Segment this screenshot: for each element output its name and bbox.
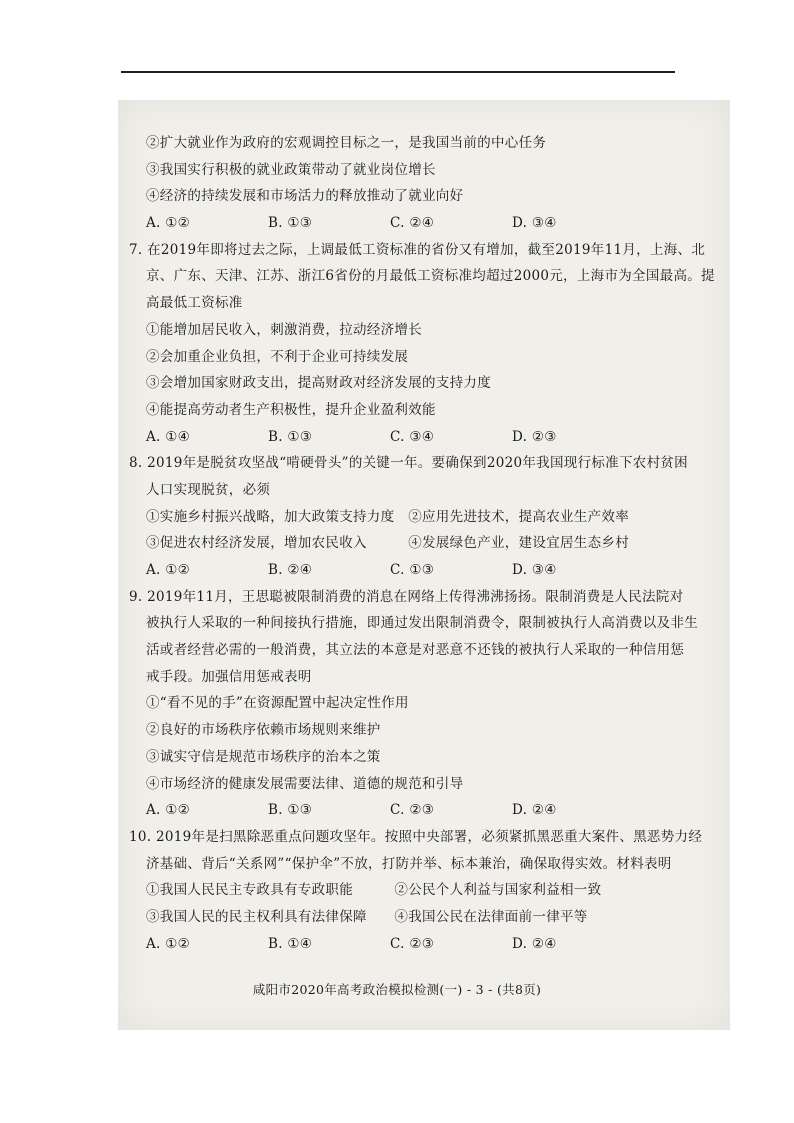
q6-item-2: ②扩大就业作为政府的宏观调控目标之一，是我国当前的中心任务 — [146, 135, 547, 151]
q10-option-c: C. ②③ — [390, 935, 435, 952]
q7-stem-line-2: 京、广东、天津、江苏、浙江6省份的月最低工资标准均超过2000元，上海市为全国最高。提 — [146, 268, 715, 285]
q8-options — [146, 557, 726, 584]
q8-items-row-1: ①实施乡村振兴战略，加大政策支持力度 ②应用先进技术，提高农业生产效率 — [146, 508, 629, 525]
q8-option-d: D. ③④ — [512, 562, 557, 578]
q9-options — [146, 797, 726, 824]
q9-stem-line-1: 9. 2019年11月，王思聪被限制消费的消息在网络上传得沸沸扬扬。限制消费是人民法院对 — [129, 588, 684, 605]
q6-options — [146, 210, 726, 237]
question-content — [129, 130, 726, 957]
q9-stem-line-3: 活或者经营必需的一般消费，其立法的本意是对恶意不还钱的被执行人采取的一种信用惩 — [146, 642, 685, 659]
q8-stem-line-2: 人口实现脱贫，必须 — [146, 481, 271, 498]
q7-options — [146, 424, 726, 451]
q7-stem-line-1: 7. 在2019年即将过去之际，上调最低工资标准的省份又有增加，截至2019年11月，上海、北 — [129, 241, 706, 258]
q10-option-a: A. ①② — [146, 935, 191, 952]
q8-option-c: C. ①③ — [390, 562, 435, 578]
header-rule — [121, 71, 675, 73]
q9-option-a: A. ①② — [146, 802, 191, 819]
q9-option-b: B. ①③ — [268, 802, 313, 819]
q8-option-a: A. ①② — [146, 562, 191, 578]
q10-options — [146, 931, 726, 958]
q10-stem-line-1: 10. 2019年是扫黑除恶重点问题攻坚年。按照中央部署，必须紧抓黑恶重大案件、黑恶势力经 — [129, 828, 703, 845]
q6-option-c: C. ②④ — [390, 215, 435, 232]
q8-items-row-2: ③促进农村经济发展，增加农民收入 ④发展绿色产业，建设宜居生态乡村 — [146, 535, 629, 552]
q9-option-d: D. ②④ — [512, 802, 557, 819]
q9-option-c: C. ②③ — [390, 802, 435, 819]
q9-stem-line-4: 戒手段。加强信用惩戒表明 — [146, 668, 312, 685]
q7-option-b: B. ①③ — [268, 428, 313, 445]
q9-item-4: ④市场经济的健康发展需要法律、道德的规范和引导 — [146, 775, 464, 792]
q10-option-b: B. ①④ — [268, 935, 313, 952]
q7-option-a: A. ①④ — [146, 428, 191, 445]
q9-item-2: ②良好的市场秩序依赖市场规则来维护 — [146, 722, 381, 739]
q7-option-c: C. ③④ — [390, 428, 435, 445]
q6-option-a: A. ①② — [146, 215, 191, 232]
page-footer: 咸阳市2020年高考政治模拟检测(一) - 3 - (共8页) — [252, 982, 542, 997]
q6-option-d: D. ③④ — [512, 215, 557, 232]
q10-option-d: D. ②④ — [512, 935, 557, 952]
q7-item-1: ①能增加居民收入，刺激消费，拉动经济增长 — [146, 321, 422, 338]
q7-item-3: ③会增加国家财政支出，提高财政对经济发展的支持力度 — [146, 375, 491, 392]
q8-option-b: B. ②④ — [268, 562, 313, 578]
q10-items-row-2: ③我国人民的民主权利具有法律保障 ④我国公民在法律面前一律平等 — [146, 908, 588, 925]
q10-stem-line-2: 济基础、背后“关系网”“保护伞”不放，打防并举、标本兼治，确保取得实效。材料表明 — [146, 855, 672, 872]
q7-item-2: ②会加重企业负担，不利于企业可持续发展 — [146, 348, 409, 365]
q6-item-3: ③我国实行积极的就业政策带动了就业岗位增长 — [146, 161, 436, 178]
q7-option-d: D. ②③ — [512, 428, 557, 445]
q8-stem-line-1: 8. 2019年是脱贫攻坚战“啃硬骨头”的关键一年。要确保到2020年我国现行标准下农村贫困 — [129, 455, 688, 472]
q10-items-row-1: ①我国人民民主专政具有专政职能 ②公民个人利益与国家利益相一致 — [146, 882, 602, 899]
q6-item-4: ④经济的持续发展和市场活力的释放推动了就业向好 — [146, 188, 464, 205]
q7-stem-line-3: 高最低工资标准 — [146, 295, 243, 312]
q9-stem-line-2: 被执行人采取的一种间接执行措施，即通过发出限制消费令，限制被执行人高消费以及非生 — [146, 615, 698, 632]
q6-option-b: B. ①③ — [268, 215, 313, 232]
q7-item-4: ④能提高劳动者生产积极性，提升企业盈利效能 — [146, 401, 436, 418]
q9-item-1: ①“看不见的手”在资源配置中起决定性作用 — [146, 695, 409, 712]
q9-item-3: ③诚实守信是规范市场秩序的治本之策 — [146, 748, 381, 765]
